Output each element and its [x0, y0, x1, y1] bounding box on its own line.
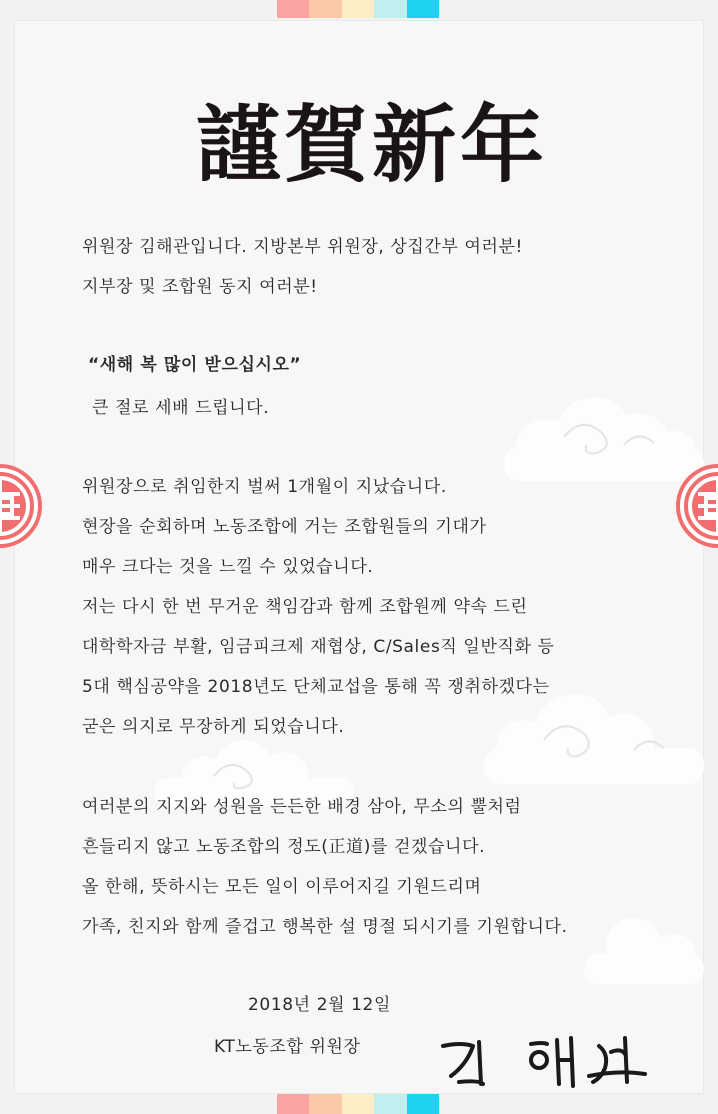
stripe-segment — [342, 1094, 374, 1114]
stripe-segment — [374, 0, 406, 18]
letter-date: 2018년 2월 12일 — [248, 995, 391, 1015]
body-line: 굳은 의지로 무장하게 되었습니다. — [82, 717, 345, 737]
stripe-segment — [309, 0, 341, 18]
medallion-ornament-left — [0, 460, 46, 552]
body-line: 올 한해, 뜻하시는 모든 일이 이루어지길 기원드리며 — [82, 877, 482, 897]
stripe-segment — [277, 0, 309, 18]
body-line: 가족, 친지와 함께 즐겁고 행복한 설 명절 되시기를 기원합니다. — [82, 917, 568, 937]
greeting-line: 위원장 김해관입니다. 지방본부 위원장, 상집간부 여러분! — [82, 237, 523, 257]
body-line: 현장을 순회하며 노동조합에 거는 조합원들의 기대가 — [82, 517, 487, 537]
stripe-segment — [342, 0, 374, 18]
cloud-decoration — [424, 375, 704, 485]
stripe-segment — [309, 1094, 341, 1114]
medallion-ornament-right — [672, 460, 718, 552]
title-calligraphy — [192, 82, 552, 202]
stripe-top — [277, 0, 439, 18]
signature-image — [439, 1032, 649, 1094]
body-line: 5대 핵심공약을 2018년도 단체교섭을 통해 꼭 쟁취하겠다는 — [82, 677, 550, 697]
page-title: 謹賀新年 — [195, 95, 549, 194]
body-line: 흔들리지 않고 노동조합의 정도(正道)를 걷겠습니다. — [82, 837, 486, 857]
bow-line: 큰 절로 세배 드립니다. — [92, 398, 270, 418]
greeting-line: 지부장 및 조합원 동지 여러분! — [82, 277, 318, 297]
new-year-quote: “새해 복 많이 받으십시오” — [88, 355, 302, 375]
sender-title: KT노동조합 위원장 — [214, 1037, 361, 1057]
body-line: 여러분의 지지와 성원을 든든한 배경 삼아, 무소의 뿔처럼 — [82, 797, 522, 817]
stripe-segment — [407, 0, 439, 18]
stripe-segment — [277, 1094, 309, 1114]
stripe-segment — [407, 1094, 439, 1114]
cloud-decoration — [554, 900, 704, 990]
stripe-segment — [374, 1094, 406, 1114]
body-line: 매우 크다는 것을 느낄 수 있었습니다. — [82, 557, 374, 577]
body-line: 대학학자금 부활, 임금피크제 재협상, C/Sales직 일반직화 등 — [82, 637, 555, 657]
body-line: 위원장으로 취임한지 벌써 1개월이 지났습니다. — [82, 477, 447, 497]
stripe-bottom — [277, 1094, 439, 1114]
body-line: 저는 다시 한 번 무거운 책임감과 함께 조합원께 약속 드린 — [82, 597, 528, 617]
